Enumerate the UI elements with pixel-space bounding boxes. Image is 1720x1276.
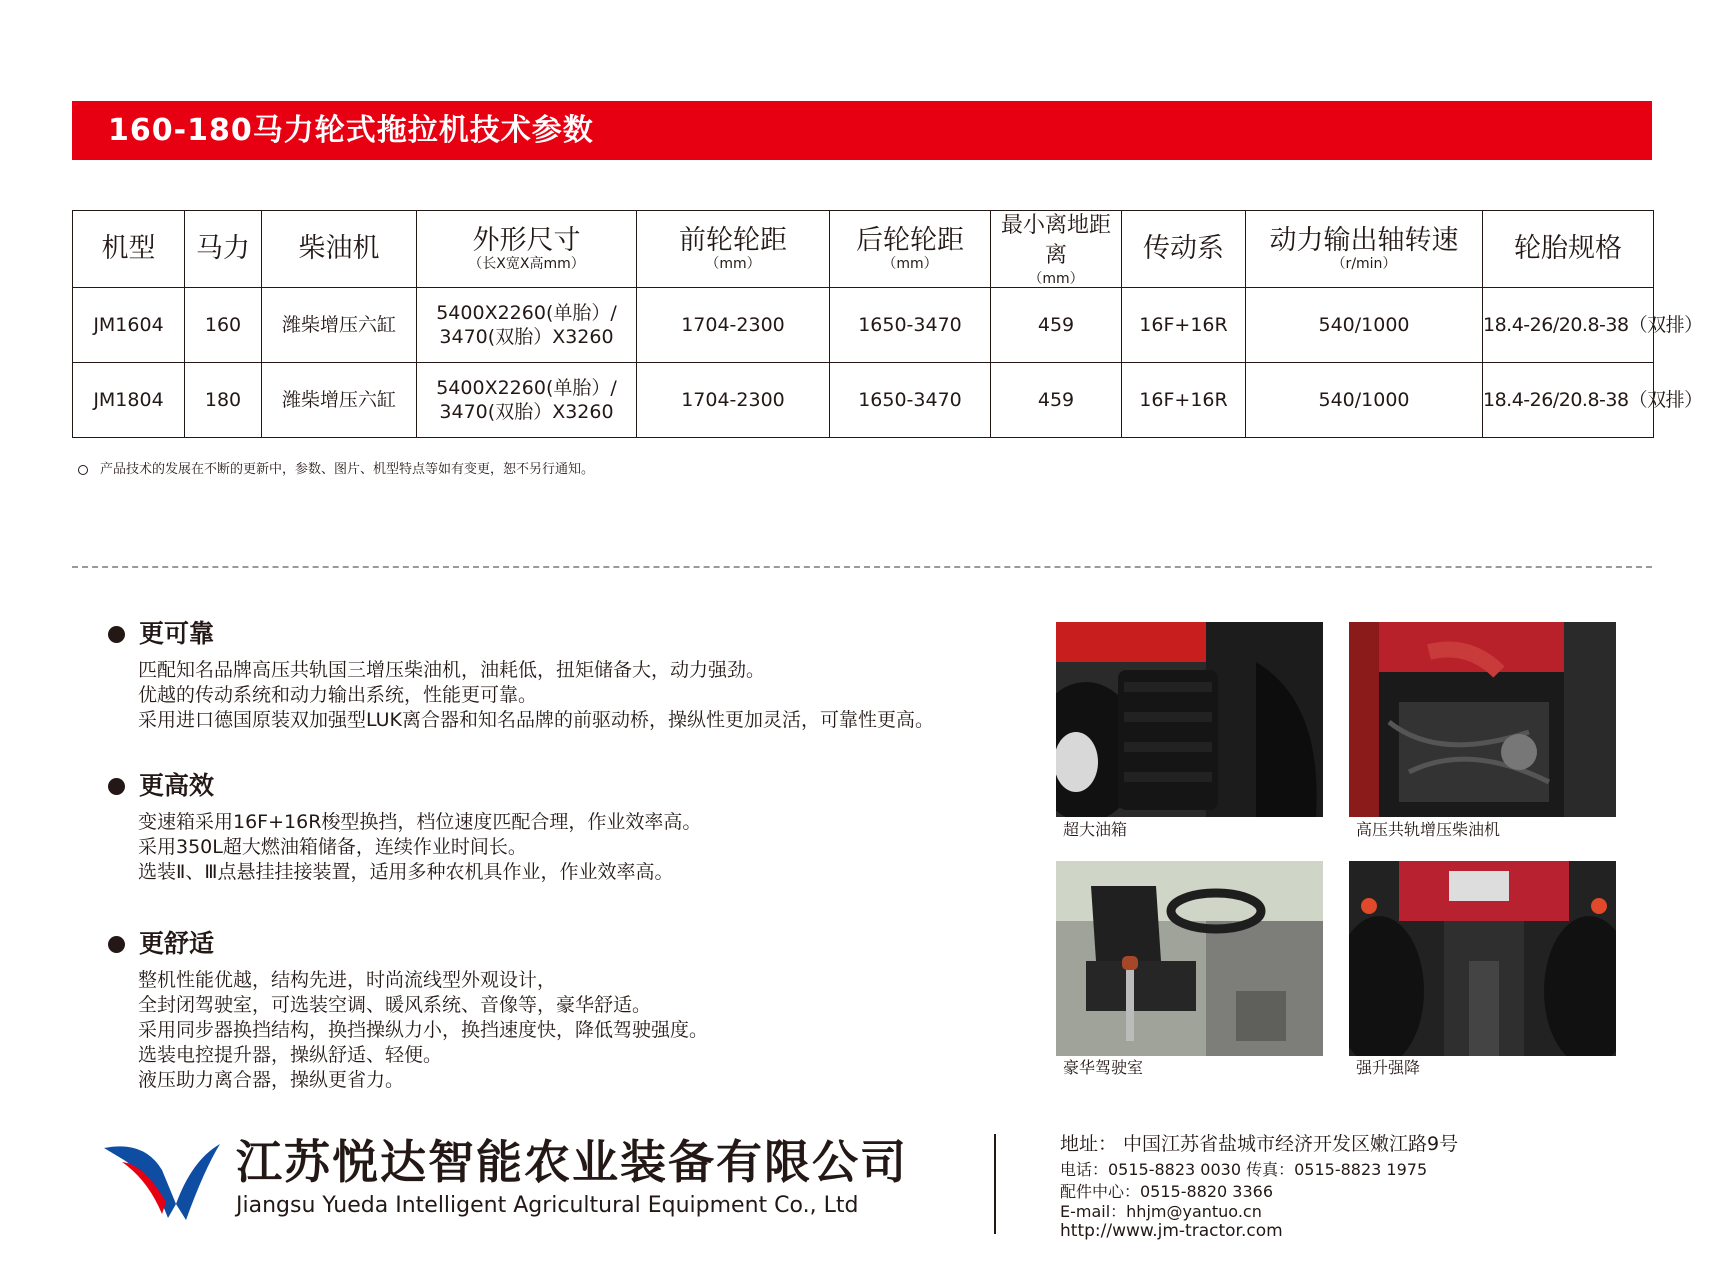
cell-dims: 5400X2260(单胎）/ 3470(双胎）X3260	[417, 363, 637, 438]
col-header-front-track: 前轮轮距 （mm）	[637, 211, 830, 288]
website-link[interactable]: http://www.jm-tractor.com	[1060, 1221, 1283, 1241]
email: E-mail：hhjm@yantuo.cn	[1060, 1202, 1262, 1221]
cell-engine: 潍柴增压六缸	[262, 288, 417, 363]
company-name-cn: 江苏悦达智能农业装备有限公司	[236, 1135, 908, 1189]
cell-rear-track: 1650-3470	[830, 288, 991, 363]
table-row	[73, 288, 1654, 363]
spec-table	[72, 210, 1703, 438]
lift-photo	[1349, 861, 1616, 1056]
cell-transmission: 16F+16R	[1122, 288, 1246, 363]
photo-caption: 强升强降	[1356, 1058, 1421, 1077]
fuel-tank-photo	[1056, 622, 1323, 817]
feature-title: 更舒适	[139, 929, 215, 958]
photo-caption: 超大油箱	[1063, 820, 1128, 839]
col-header-tire: 轮胎规格	[1483, 211, 1654, 288]
company-address: 地址： 中国江苏省盐城市经济开发区嫩江路9号	[1060, 1133, 1459, 1155]
vertical-divider	[994, 1134, 996, 1234]
page-title: 160-180马力轮式拖拉机技术参数	[108, 113, 594, 148]
cell-pto: 540/1000	[1246, 288, 1483, 363]
feature-line: 液压助力离合器，操纵更省力。	[138, 1069, 405, 1091]
col-header-model: 机型	[73, 211, 185, 288]
bullet-icon	[108, 626, 125, 643]
photo-caption: 豪华驾驶室	[1063, 1058, 1144, 1077]
cell-model: JM1804	[73, 363, 185, 438]
col-header-rear-track: 后轮轮距 （mm）	[830, 211, 991, 288]
feature-line: 采用进口德国原装双加强型LUK离合器和知名品牌的前驱动桥，操纵性更加灵活，可靠性更高。	[138, 709, 935, 731]
feature-line: 匹配知名品牌高压共轨国三增压柴油机，油耗低，扭矩储备大，动力强劲。	[138, 659, 766, 681]
col-header-transmission: 传动系	[1122, 211, 1246, 288]
cell-clearance: 459	[991, 288, 1122, 363]
feature-line: 采用350L超大燃油箱储备，连续作业时间长。	[138, 836, 527, 858]
disclaimer-note: 产品技术的发展在不断的更新中，参数、图片、机型特点等如有变更，恕不另行通知。	[78, 458, 594, 477]
table-row	[73, 363, 1654, 438]
feature-title: 更高效	[139, 771, 215, 800]
phone-fax: 电话：0515-8823 0030 传真：0515-8823 1975	[1060, 1160, 1428, 1179]
table-header-row	[73, 211, 1654, 288]
photo-caption: 高压共轨增压柴油机	[1356, 820, 1501, 839]
feature-line: 采用同步器换挡结构，换挡操纵力小，换挡速度快，降低驾驶强度。	[138, 1019, 709, 1041]
feature-efficient	[108, 770, 701, 885]
cell-engine: 潍柴增压六缸	[262, 363, 417, 438]
col-header-clearance: 最小离地距离 （mm）	[991, 211, 1122, 288]
company-name-en: Jiangsu Yueda Intelligent Agricultural Equipment Co., Ltd	[236, 1193, 859, 1218]
bullet-icon	[108, 778, 125, 795]
dashed-divider	[72, 566, 1652, 568]
engine-photo	[1349, 622, 1616, 817]
title-banner	[72, 101, 1652, 160]
feature-reliable	[108, 618, 934, 733]
cell-model: JM1604	[73, 288, 185, 363]
col-header-engine: 柴油机	[262, 211, 417, 288]
col-header-pto: 动力输出轴转速 （r/min）	[1246, 211, 1483, 288]
cell-dims: 5400X2260(单胎）/ 3470(双胎）X3260	[417, 288, 637, 363]
feature-comfortable	[108, 928, 708, 1093]
col-header-dims: 外形尺寸 （长X宽X高mm）	[417, 211, 637, 288]
cell-rear-track: 1650-3470	[830, 363, 991, 438]
cell-hp: 160	[185, 288, 262, 363]
cell-front-track: 1704-2300	[637, 288, 830, 363]
cell-tire: 18.4-26/20.8-38（双排）	[1483, 363, 1654, 438]
feature-line: 选装电控提升器，操纵舒适、轻便。	[138, 1044, 443, 1066]
parts-center: 配件中心：0515-8820 3366	[1060, 1182, 1274, 1201]
cell-clearance: 459	[991, 363, 1122, 438]
cab-photo	[1056, 861, 1323, 1056]
feature-line: 整机性能优越，结构先进，时尚流线型外观设计，	[138, 969, 557, 991]
company-logo	[104, 1140, 224, 1222]
cell-transmission: 16F+16R	[1122, 363, 1246, 438]
feature-line: 优越的传动系统和动力输出系统，性能更可靠。	[138, 684, 538, 706]
bullet-icon	[108, 936, 125, 953]
col-header-hp: 马力	[185, 211, 262, 288]
feature-line: 选装Ⅱ、Ⅲ点悬挂挂接装置，适用多种农机具作业，作业效率高。	[138, 861, 674, 883]
cell-tire: 18.4-26/20.8-38（双排）	[1483, 288, 1654, 363]
feature-title: 更可靠	[139, 619, 215, 648]
feature-line: 变速箱采用16F+16R梭型换挡，档位速度匹配合理，作业效率高。	[138, 811, 702, 833]
cell-hp: 180	[185, 363, 262, 438]
cell-pto: 540/1000	[1246, 363, 1483, 438]
cell-front-track: 1704-2300	[637, 363, 830, 438]
circle-icon	[78, 465, 88, 475]
feature-line: 全封闭驾驶室，可选装空调、暖风系统、音像等，豪华舒适。	[138, 994, 652, 1016]
